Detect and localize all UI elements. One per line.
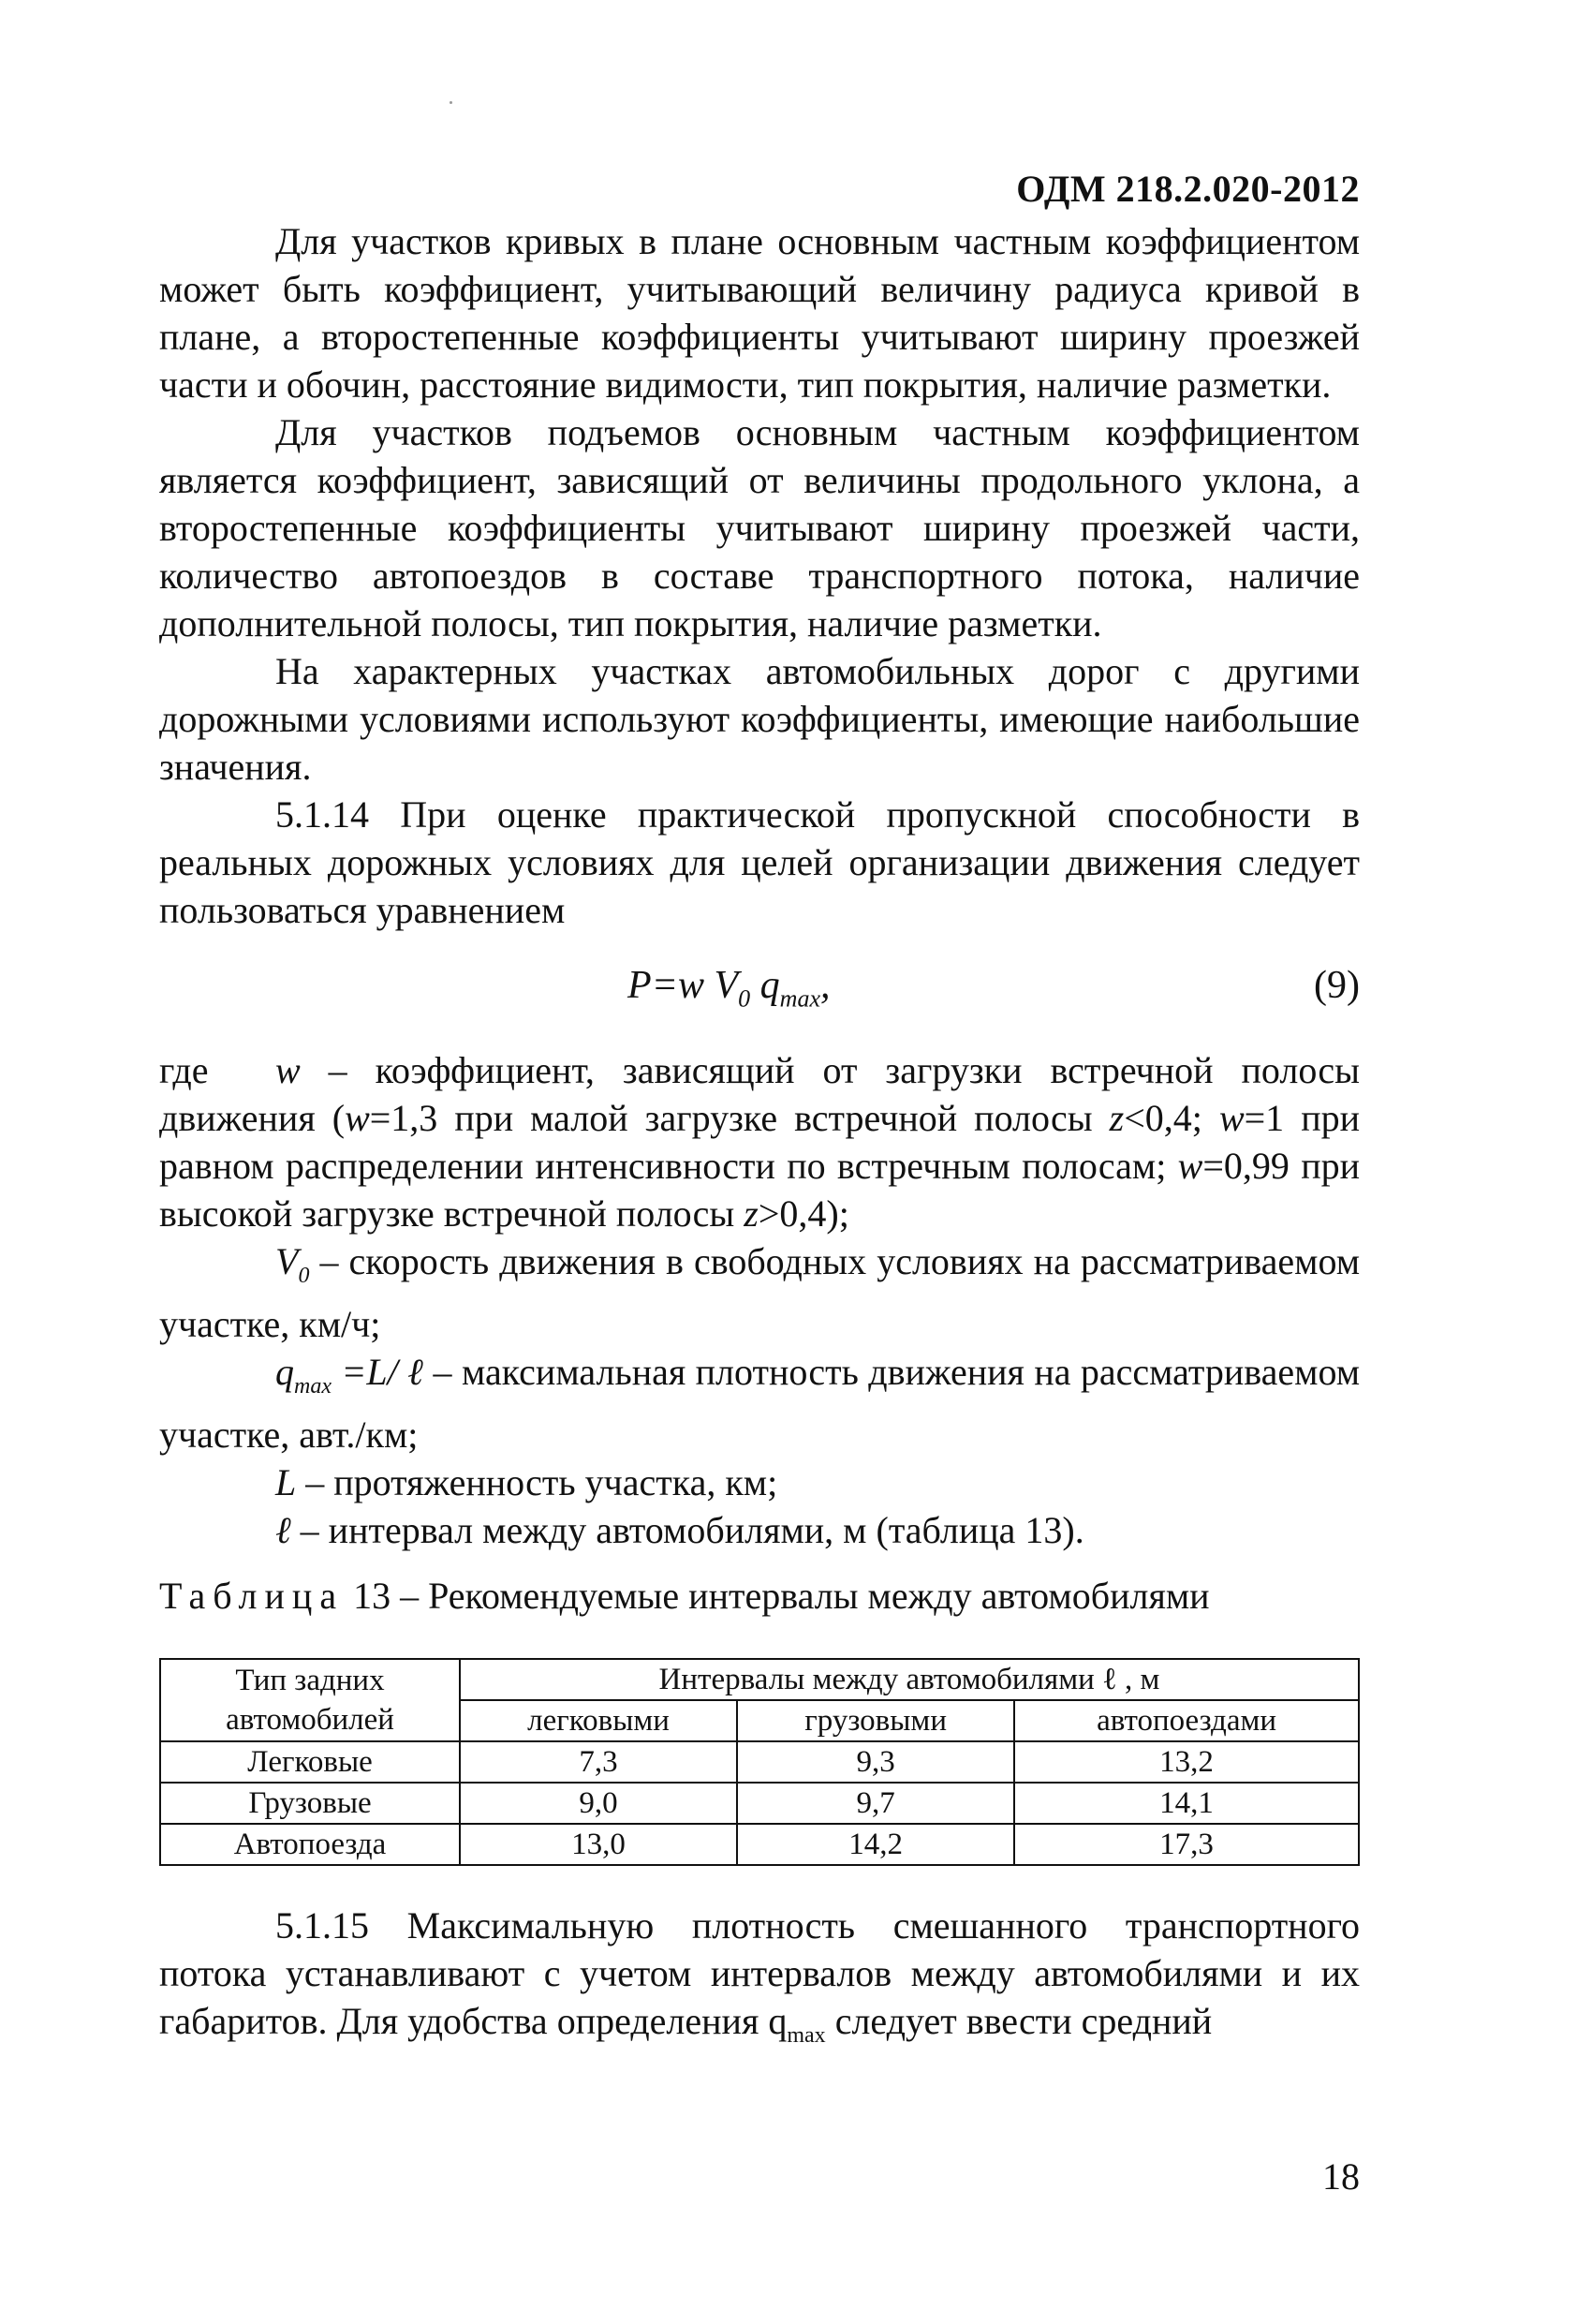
paragraph-grades: Для участков подъемов основным частным коэффициентом является коэффициент, зависящий от величины продольного уклона, а второстепенные коэффициенты учитывают ширину проезжей части, количество автопоездов в составе транспортного потока, наличие дополнительной полосы, тип покрытия, наличие разметки. xyxy=(159,411,1360,644)
row-label: Автопоезда xyxy=(160,1824,460,1865)
scan-speck xyxy=(450,101,452,104)
table-cell: 9,3 xyxy=(737,1741,1014,1783)
body-text xyxy=(159,217,1360,1554)
table-cell: 17,3 xyxy=(1014,1824,1359,1865)
table-header-row xyxy=(160,1659,1359,1700)
table-cell: 13,2 xyxy=(1014,1741,1359,1783)
row-label: Легковые xyxy=(160,1741,460,1783)
table-caption: Таблица 13 – Рекомендуемые интервалы между автомобилями xyxy=(159,1575,1210,1617)
table-cell: 9,7 xyxy=(737,1783,1014,1824)
document-code: ОДМ 218.2.020-2012 xyxy=(1016,168,1360,210)
definition-v0: $V_0$ – скорость движения в свободных условиях на рассматриваемом участке, км/ч; xyxy=(159,1240,1360,1345)
row-label: Грузовые xyxy=(160,1783,460,1824)
paragraph-5-1-15: 5.1.15 Максимальную плотность смешанного транспортного потока устанавливают с учетом интервалов между автомобилями и их габаритов. Для удобства определения $q_{max}$ следует ввести средний xyxy=(159,1904,1360,2048)
formula-number: (9) xyxy=(1314,964,1360,1007)
table-header-cars: легковыми xyxy=(460,1700,737,1741)
table-cell: 14,2 xyxy=(737,1824,1014,1865)
table-row xyxy=(160,1741,1359,1783)
table-header-vehicle-type: Тип задних автомобилей xyxy=(160,1659,460,1741)
formula-9: P=w $V_0$ $q_{max}$, xyxy=(627,964,831,1013)
definition-qmax: $q_{max} =L/$ ℓ – максимальная плотность движения на рассматриваемом участке, авт./км; xyxy=(159,1351,1361,1456)
table-row xyxy=(160,1783,1359,1824)
table-cell: 14,1 xyxy=(1014,1783,1359,1824)
table-cell: 13,0 xyxy=(460,1824,737,1865)
table-cell: 7,3 xyxy=(460,1741,737,1783)
table-header-trucks: грузовыми xyxy=(737,1700,1014,1741)
intervals-table xyxy=(159,1658,1360,1866)
paragraph-curves: Для участков кривых в плане основным частным коэффициентом может быть коэффициент, учитывающий величину радиуса кривой в плане, а второстепенные коэффициенты учитывают ширину проезжей части и обочин, расстояние видимости, тип покрытия, наличие разметки. xyxy=(159,220,1360,406)
table-row xyxy=(160,1824,1359,1865)
paragraph-5-1-14: 5.1.14 При оценке практической пропускной способности в реальных дорожных условиях для целей организации движения следует пользоваться уравнением xyxy=(159,793,1360,931)
definition-l: L – протяженность участка, км; xyxy=(275,1461,778,1503)
table-header-intervals: Интервалы между автомобилями ℓ , м xyxy=(460,1659,1359,1700)
paragraph-other-conditions: На характерных участках автомобильных дорог с другими дорожными условиями используют коэффициенты, имеющие наибольшие значения. xyxy=(159,650,1360,788)
definition-ell: ℓ – интервал между автомобилями, м (таблица 13). xyxy=(275,1509,1084,1551)
page-number: 18 xyxy=(1322,2155,1360,2198)
table-header-road-trains: автопоездами xyxy=(1014,1700,1359,1741)
table-cell: 9,0 xyxy=(460,1783,737,1824)
definition-w: где w – коэффициент, зависящий от загрузки встречной полосы движения (w=1,3 при малой загрузке встречной полосы z<0,4; w=1 при равном распределении интенсивности по встречным полосам; w=0,99 при высокой загрузке встречной полосы z>0,4); xyxy=(159,1049,1361,1235)
formula-row xyxy=(159,951,1360,1046)
